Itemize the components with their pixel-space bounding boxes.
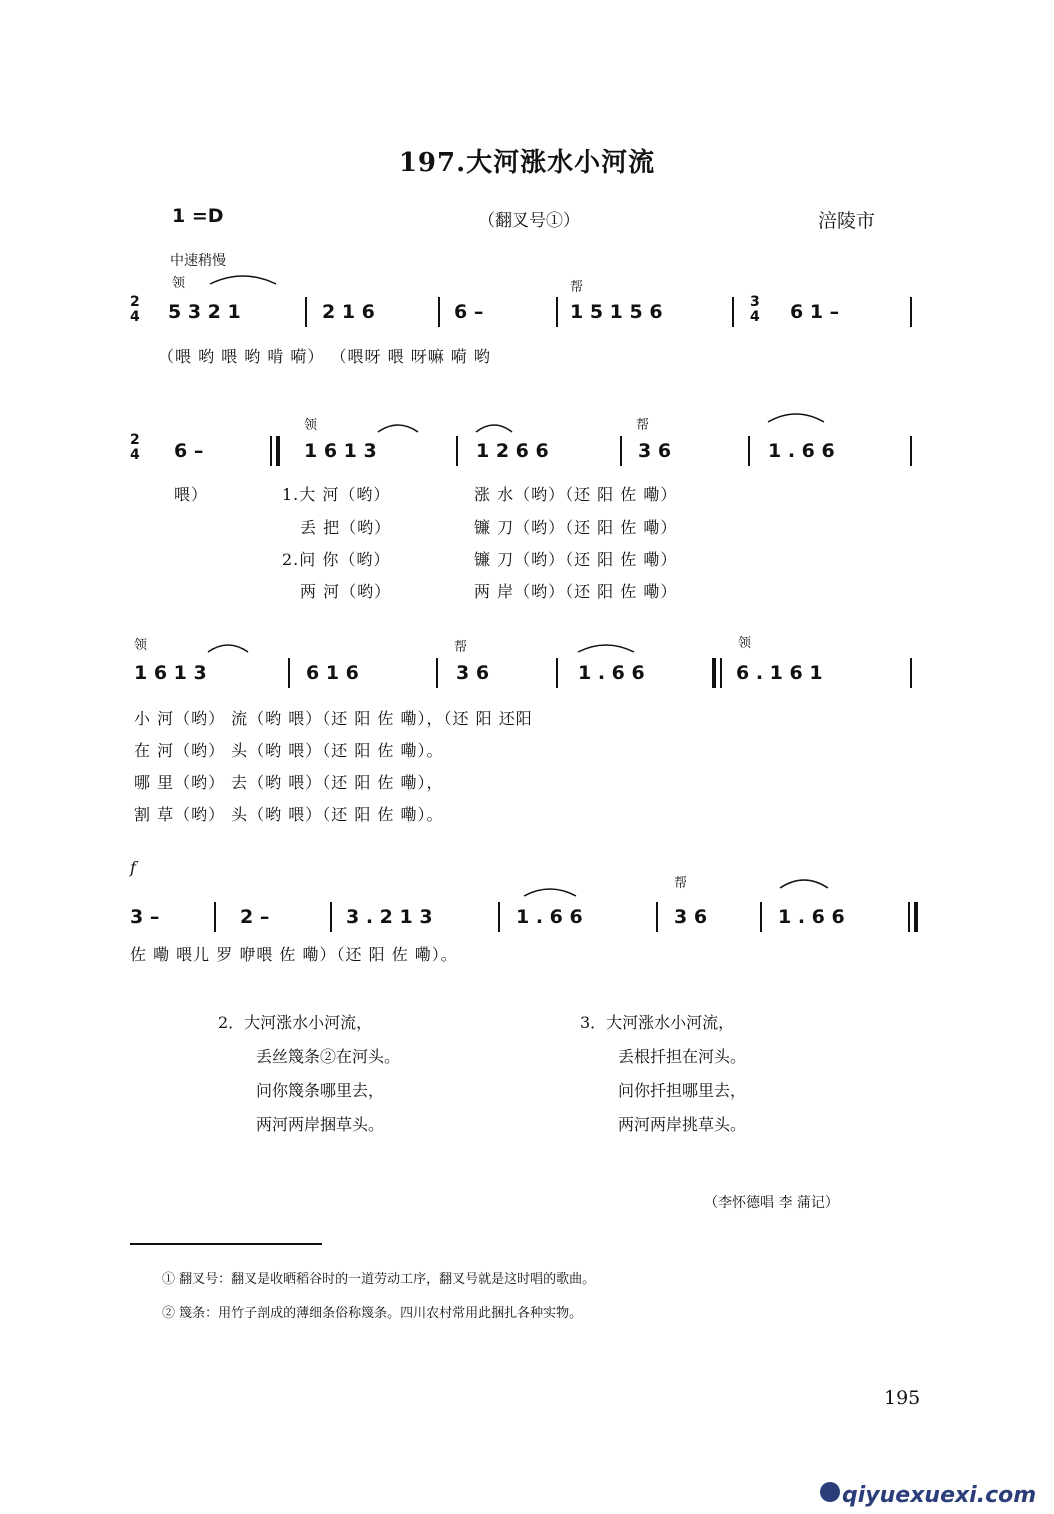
- measure-4-2: 2 –: [240, 906, 270, 928]
- measure-4-6: 1 . 6 6: [778, 906, 845, 928]
- barline: [436, 658, 438, 688]
- barline: [438, 297, 440, 327]
- barline: [456, 436, 458, 466]
- lyrics-verse-2b: 两 河（哟）: [300, 582, 392, 601]
- measure-3-2: 6 1 6: [306, 662, 359, 684]
- repeat-barline: [276, 436, 280, 466]
- watermark: qiyuexuexi.com: [842, 1483, 1037, 1508]
- slur: [208, 272, 278, 286]
- group-mark: 帮: [674, 876, 688, 891]
- lyrics-line-2-prefix: 喂）: [174, 485, 209, 504]
- measure-2-4: 3 6: [638, 440, 672, 462]
- measure-1-3: 6 –: [454, 301, 484, 323]
- song-title: 197.大河涨水小河流: [398, 148, 656, 178]
- barline: [288, 658, 290, 688]
- lyrics-line-3-2: 在 河（哟） 头（哟 喂）（还 阳 佐 嘞）。: [134, 741, 444, 760]
- lyrics-line-3-3: 哪 里（哟） 去（哟 喂）（还 阳 佐 嘞），: [134, 773, 444, 792]
- lead-mark: 领: [738, 636, 752, 651]
- time-signature: 3 4: [750, 294, 760, 325]
- measure-2-5: 1 . 6 6: [768, 440, 835, 462]
- measure-2-3: 1 2 6 6: [476, 440, 549, 462]
- measure-1-1: 5 3 2 1: [168, 301, 241, 323]
- barline: [720, 658, 722, 688]
- slur: [522, 886, 578, 898]
- page-number: 195: [884, 1387, 921, 1409]
- verse-line: 3．大河涨水小河流，: [580, 1013, 735, 1032]
- slur: [206, 642, 250, 654]
- barline: [656, 902, 658, 932]
- measure-3-3: 3 6: [456, 662, 490, 684]
- footnote-1: ① 翻叉号：翻叉是收晒稻谷时的一道劳动工序，翻叉号就是这时唱的歌曲。: [162, 1272, 596, 1287]
- measure-4-3: 3 . 2 1 3: [346, 906, 433, 928]
- measure-4-1: 3 –: [130, 906, 160, 928]
- measure-4-5: 3 6: [674, 906, 708, 928]
- slur: [766, 410, 826, 424]
- measure-4-4: 1 . 6 6: [516, 906, 583, 928]
- group-mark: 帮: [454, 640, 468, 655]
- barline: [620, 436, 622, 466]
- lyrics-line-2-c3: 镰 刀（哟）（还 阳 佐 嘞）: [474, 550, 678, 569]
- lyrics-line-2-c2: 镰 刀（哟）（还 阳 佐 嘞）: [474, 518, 678, 537]
- slur: [376, 422, 420, 434]
- measure-3-5: 6 . 1 6 1: [736, 662, 823, 684]
- time-signature: 2 4: [130, 294, 140, 325]
- barline: [270, 436, 272, 466]
- lyrics-line-3-4: 割 草（哟） 头（哟 喂）（还 阳 佐 嘞）。: [134, 805, 444, 824]
- song-region: 涪陵市: [818, 210, 876, 232]
- verse-line: 两河两岸捆草头。: [256, 1115, 385, 1134]
- measure-3-4: 1 . 6 6: [578, 662, 645, 684]
- verse-line: 两河两岸挑草头。: [618, 1115, 747, 1134]
- final-barline: [914, 902, 918, 932]
- lyrics-line-4: 佐 嘞 喂儿 罗 咿喂 佐 嘞）（还 阳 佐 嘞）。: [130, 945, 458, 964]
- lead-mark: 领: [172, 276, 186, 291]
- slur: [474, 422, 514, 434]
- barline: [732, 297, 734, 327]
- group-mark: 帮: [636, 418, 650, 433]
- measure-1-2: 2 1 6: [322, 301, 375, 323]
- lyrics-line-1: （喂 哟 喂 哟 啃 嗬） （喂呀 喂 呀嘛 嗬 哟: [158, 347, 491, 366]
- lead-mark: 领: [134, 638, 148, 653]
- measure-1-5: 6 1 –: [790, 301, 840, 323]
- barline: [556, 658, 558, 688]
- lyrics-verse-1a: 1.大 河（哟）: [282, 485, 391, 504]
- verse-2: [218, 1006, 400, 1142]
- slur: [778, 876, 830, 890]
- lyrics-verse-2a: 2.问 你（哟）: [282, 550, 391, 569]
- barline: [910, 436, 912, 466]
- lyrics-line-2-c4: 两 岸（哟）（还 阳 佐 嘞）: [474, 582, 678, 601]
- lead-mark: 领: [304, 418, 318, 433]
- lyrics-line-2-c1: 涨 水（哟）（还 阳 佐 嘞）: [474, 485, 678, 504]
- barline: [556, 297, 558, 327]
- verse-3: [580, 1006, 746, 1142]
- barline: [498, 902, 500, 932]
- lyrics-line-3-1: 小 河（哟） 流（哟 喂）（还 阳 佐 嘞），（还 阳 还阳: [134, 709, 533, 728]
- barline: [330, 902, 332, 932]
- verse-line: 2．大河涨水小河流，: [218, 1013, 373, 1032]
- repeat-barline: [712, 658, 716, 688]
- barline: [748, 436, 750, 466]
- slur: [576, 642, 636, 654]
- barline: [910, 297, 912, 327]
- barline: [305, 297, 307, 327]
- time-signature: 2 4: [130, 432, 140, 463]
- tempo-marking: 中速稍慢: [170, 253, 226, 269]
- barline: [214, 902, 216, 932]
- song-subtitle: （翻叉号①）: [478, 211, 580, 231]
- verse-line: 丢根扦担在河头。: [618, 1047, 747, 1066]
- verse-line: 丢丝篾条②在河头。: [256, 1047, 401, 1066]
- watermark-logo-icon: [820, 1482, 840, 1502]
- credit-line: （李怀德唱 李 蒲记）: [704, 1195, 839, 1211]
- barline: [760, 902, 762, 932]
- key-signature: 1 =D: [172, 205, 224, 227]
- group-mark: 帮: [570, 280, 584, 295]
- footnote-divider: [130, 1243, 322, 1245]
- lyrics-verse-1b: 丢 把（哟）: [300, 518, 392, 537]
- barline: [910, 658, 912, 688]
- measure-2-1: 6 –: [174, 440, 204, 462]
- verse-line: 问你扦担哪里去，: [618, 1081, 747, 1100]
- footnote-2: ② 篾条：用竹子剖成的薄细条俗称篾条。四川农村常用此捆扎各种实物。: [162, 1306, 583, 1321]
- measure-2-2: 1 6 1 3: [304, 440, 377, 462]
- verse-line: 问你篾条哪里去，: [256, 1081, 385, 1100]
- barline: [908, 902, 910, 932]
- dynamic-marking: f: [130, 858, 136, 877]
- measure-3-1: 1 6 1 3: [134, 662, 207, 684]
- measure-1-4: 1 5 1 5 6: [570, 301, 663, 323]
